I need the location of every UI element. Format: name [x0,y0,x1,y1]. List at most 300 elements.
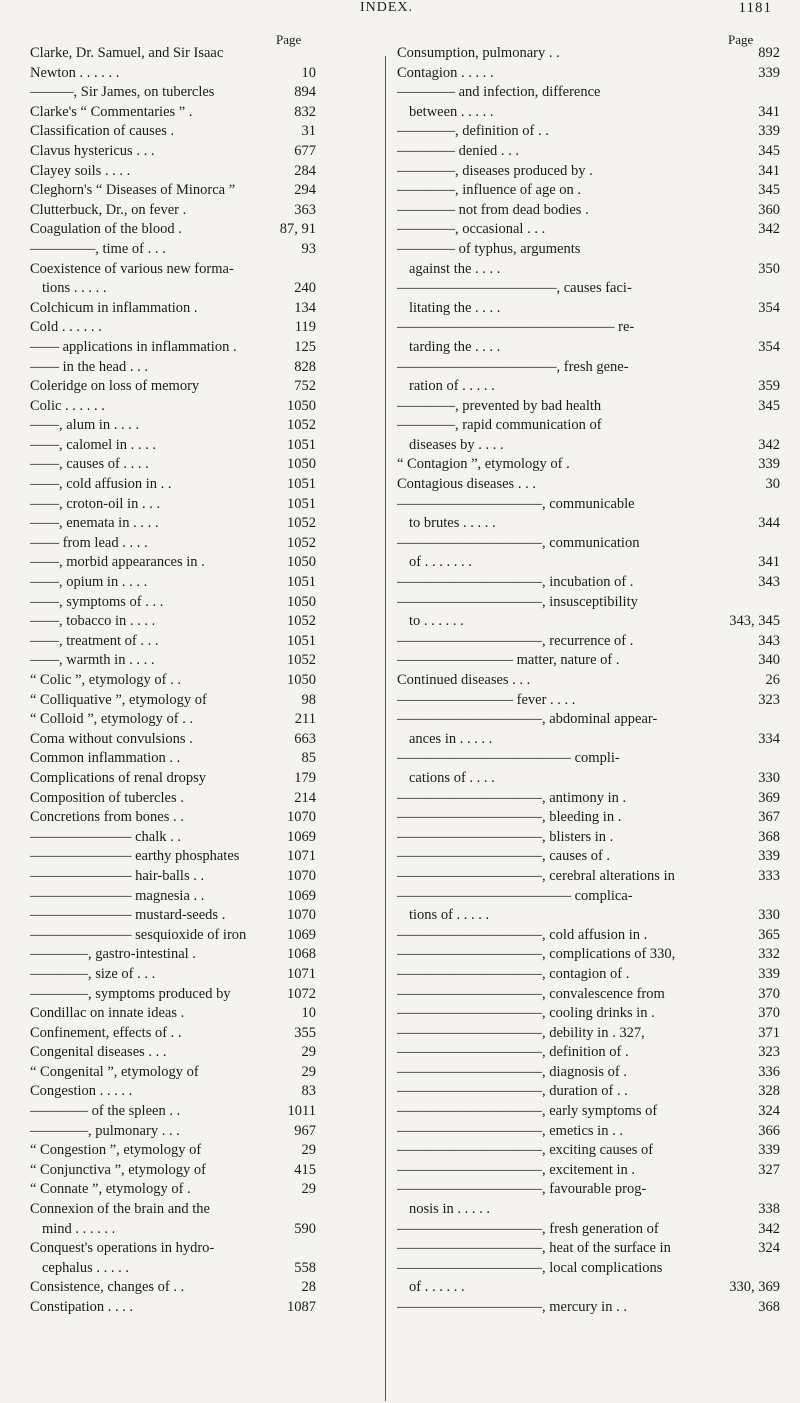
index-entry [397,358,780,378]
index-entry-text: ——————— magnesia . . [30,887,205,904]
index-entry-page: 1051 [287,632,316,649]
index-entry [397,201,780,221]
index-entry-page: 1070 [287,867,316,884]
index-entry-text: Classification of causes . [30,123,175,140]
index-entry-page: 558 [294,1259,316,1276]
index-entry [397,142,780,162]
index-entry-page: 323 [758,691,780,708]
index-entry-text: —— in the head . . . [30,358,148,375]
index-entry-page: 1050 [287,554,316,571]
index-entry [30,808,316,828]
index-entry [397,1298,780,1318]
index-entry [30,789,316,809]
index-entry-page: 345 [758,397,780,414]
index-entry [30,769,316,789]
right-index-column [397,44,780,1318]
index-entry [397,318,780,338]
index-entry [397,240,780,260]
index-entry [397,710,780,730]
index-entry [30,749,316,769]
index-entry-page: 284 [294,162,316,179]
index-entry-page: 294 [294,182,316,199]
index-entry-text: ————, rapid communication of [397,417,602,434]
index-entry [30,377,316,397]
index-entry-text: ——————————, abdominal appear- [397,711,658,728]
index-entry-text: ——————— mustard-seeds . [30,907,226,924]
index-entry-page: 339 [758,1142,780,1159]
index-entry-page: 1072 [287,985,316,1002]
index-entry-page: 590 [294,1220,316,1237]
index-entry [30,142,316,162]
index-entry [397,377,780,397]
index-entry [397,534,780,554]
index-entry-text: ——————————, diagnosis of . [397,1063,627,1080]
index-entry-page: 345 [758,182,780,199]
index-entry [30,514,316,534]
index-entry [397,1043,780,1063]
index-entry [30,1122,316,1142]
index-entry [397,122,780,142]
index-entry [397,867,780,887]
index-entry-text: ———————————— complica- [397,887,633,904]
index-entry-page: 83 [301,1083,316,1100]
index-entry-page: 30 [765,476,780,493]
index-entry-page: 26 [765,672,780,688]
index-entry-text: mind . . . . . . [42,1220,116,1237]
index-entry-page: 1069 [287,828,316,845]
index-entry-page: 1071 [287,965,316,982]
index-entry [30,1102,316,1122]
index-entry-text: ———— of the spleen . . [30,1103,181,1120]
index-entry [30,495,316,515]
index-entry [30,593,316,613]
index-entry-page: 1070 [287,809,316,826]
index-entry-page: 355 [294,1024,316,1041]
index-entry [397,671,780,691]
index-entry-page: 341 [758,554,780,571]
index-entry [397,1063,780,1083]
index-entry-text: ———— denied . . . [397,142,520,159]
index-entry-page: 752 [294,378,316,395]
index-entry-text: ——, morbid appearances in . [30,554,205,571]
index-entry-page: 179 [294,769,316,786]
index-entry-page: 214 [294,789,316,806]
index-entry [30,1004,316,1024]
index-entry-page: 134 [294,299,316,316]
index-entry-text: ——————————, contagion of . [397,965,630,982]
index-entry-text: ———— of typhus, arguments [397,240,581,257]
index-entry-page: 125 [294,338,316,355]
index-entry-text: ——————————, exciting causes of [397,1142,654,1159]
index-entry [30,416,316,436]
index-entry [30,1239,316,1259]
index-entry-text: ——, causes of . . . . [30,456,149,473]
index-entry-text: Coleridge on loss of memory [30,378,200,395]
index-entry-text: ——, calomel in . . . . [30,436,157,453]
index-entry-page: 1051 [287,476,316,493]
index-entry-page: 967 [294,1122,316,1139]
index-entry-text: Newton . . . . . . [30,64,120,81]
index-entry-text: ——, opium in . . . . [30,574,148,591]
index-entry-text: ——————————, definition of . [397,1044,629,1061]
index-entry-page: 369 [758,789,780,806]
index-entry [397,789,780,809]
index-entry-page: 1069 [287,887,316,904]
index-entry-page: 339 [758,848,780,865]
index-entry-page: 330 [758,769,780,786]
index-entry-text: —— from lead . . . . [30,534,148,551]
index-entry-text: ————, diseases produced by . [397,162,593,179]
index-entry-page: 371 [758,1024,780,1041]
index-entry [30,1200,316,1220]
index-entry-page: 339 [758,64,780,81]
index-entry-page: 350 [758,260,780,277]
index-entry-text: Conquest's operations in hydro- [30,1240,215,1257]
index-entry [397,1200,780,1220]
column-divider [385,56,386,1401]
index-entry-page: 211 [294,711,316,728]
index-entry-page: 93 [301,240,316,257]
index-entry [397,83,780,103]
index-entry-page: 354 [758,338,780,355]
index-entry-page: 370 [758,1005,780,1022]
index-entry-text: “ Colic ”, etymology of . . [30,672,182,688]
index-entry-text: ——————————, cold affusion in . [397,926,648,943]
index-entry-text: ——————————, cooling drinks in . [397,1005,655,1022]
index-entry-text: ————, pulmonary . . . [30,1122,180,1139]
index-entry-text: diseases by . . . . [409,436,504,453]
index-entry-page: 354 [758,299,780,316]
index-entry [397,769,780,789]
index-entry [30,220,316,240]
index-entry [30,867,316,887]
index-entry [397,985,780,1005]
index-entry [397,1122,780,1142]
index-entry-page: 1051 [287,495,316,512]
index-entry [30,181,316,201]
index-entry-text: ——————————, early symptoms of [397,1103,658,1120]
index-entry [397,553,780,573]
index-entry [397,749,780,769]
running-title: INDEX. [360,0,414,15]
index-entry-page: 1087 [287,1299,316,1315]
index-entry [30,1082,316,1102]
index-entry-text: ——————— chalk . . [30,828,182,845]
index-entry-text: “ Contagion ”, etymology of . [397,456,570,473]
index-entry-text: ration of . . . . . [409,378,495,395]
index-entry-text: against the . . . . [409,260,501,277]
index-entry [397,691,780,711]
index-entry [30,201,316,221]
index-entry [30,1180,316,1200]
index-entry [30,455,316,475]
index-entry-text: Clarke's “ Commentaries ” . [30,103,193,120]
index-entry-page: 240 [294,280,316,297]
index-entry [30,632,316,652]
index-entry-page: 343, 345 [729,613,780,630]
index-entry-page: 342 [758,1220,780,1237]
index-entry-text: ——————————, duration of . . [397,1083,628,1100]
index-entry [30,730,316,750]
index-entry-text: “ Congenital ”, etymology of [30,1063,199,1080]
index-entry-page: 365 [758,926,780,943]
index-entry [30,985,316,1005]
index-entry-text: Congenital diseases . . . [30,1044,167,1061]
index-entry [30,64,316,84]
index-entry-page: 367 [758,809,780,826]
index-entry [397,279,780,299]
index-entry [30,828,316,848]
index-entry-text: Coma without convulsions . [30,730,193,747]
index-entry [30,847,316,867]
index-entry [397,593,780,613]
index-entry-page: 28 [301,1279,316,1296]
index-entry [30,397,316,417]
index-entry-text: Condillac on innate ideas . [30,1005,185,1022]
index-entry-text: ——————————, incubation of . [397,574,634,591]
index-entry [30,553,316,573]
index-entry [397,945,780,965]
index-entry-page: 1011 [287,1103,316,1120]
index-entry-text: ——, croton-oil in . . . [30,495,161,512]
index-entry-text: Composition of tubercles . [30,789,184,806]
index-entry-page: 1068 [287,946,316,963]
index-entry [30,122,316,142]
index-entry-page: 368 [758,1299,780,1315]
index-entry-text: ——————————, antimony in . [397,789,627,806]
index-entry [30,965,316,985]
index-entry [30,534,316,554]
index-entry-text: Constipation . . . . [30,1299,134,1315]
index-entry [30,691,316,711]
index-entry-page: 31 [301,123,316,140]
index-entry-text: ——————————, complications of 330, [397,946,676,963]
left-page-column-label: Page [276,32,302,47]
index-entry-page: 1070 [287,907,316,924]
index-entry-page: 332 [758,946,780,963]
index-entry-page: 677 [294,142,316,159]
index-entry-text: ——, cold affusion in . . [30,476,172,493]
index-entry-text: ——————————, communication [397,534,640,551]
index-entry [397,299,780,319]
index-entry-text: “ Colloid ”, etymology of . . [30,711,194,728]
index-entry-page: 29 [301,1063,316,1080]
index-entry-text: ——————————, recurrence of . [397,632,634,649]
index-entry [30,1259,316,1279]
index-entry-text: Connexion of the brain and the [30,1201,210,1218]
index-entry-text: ances in . . . . . [409,730,493,747]
index-entry [30,1298,316,1318]
index-entry-text: ———————————, fresh gene- [397,358,629,375]
index-entry-text: Complications of renal dropsy [30,769,206,786]
index-entry-page: 1071 [287,848,316,865]
index-entry [397,514,780,534]
index-entry-page: 330 [758,907,780,924]
index-entry-page: 1052 [287,515,316,532]
index-entry-page: 892 [758,45,780,61]
index-entry [30,240,316,260]
index-entry [30,1141,316,1161]
index-entry-text: Clavus hystericus . . . [30,142,155,159]
index-entry-page: 338 [758,1201,780,1218]
index-entry [30,945,316,965]
index-entry-text: ————–, time of . . . [30,240,166,257]
index-entry-text: Contagious diseases . . . [397,476,536,493]
index-entry [30,83,316,103]
index-entry-text: ——————— earthy phosphates [30,848,240,865]
index-entry [30,318,316,338]
index-entry-text: Clarke, Dr. Samuel, and Sir Isaac [30,45,224,61]
index-entry-text: ——————————, favourable prog- [397,1181,647,1198]
index-entry-text: ——————— sesquioxide of iron [30,926,247,943]
index-entry [397,1278,780,1298]
index-entry-text: of . . . . . . . [409,554,472,571]
index-entry [397,162,780,182]
index-entry [397,181,780,201]
index-entry [397,651,780,671]
index-entry [397,260,780,280]
index-entry-text: Cold . . . . . . [30,319,102,336]
index-entry [397,397,780,417]
index-entry-text: Consumption, pulmonary . . [397,45,560,61]
index-entry-page: 339 [758,123,780,140]
index-entry-text: ————, gastro-intestinal . [30,946,196,963]
index-entry-page: 29 [301,1044,316,1061]
index-entry-page: 1051 [287,574,316,591]
index-entry-page: 98 [301,691,316,708]
index-entry-text: cations of . . . . [409,769,495,786]
index-entry-text: Clutterbuck, Dr., on fever . [30,201,187,218]
index-entry [30,1220,316,1240]
index-entry [30,44,316,64]
index-entry [30,1043,316,1063]
index-entry-page: 333 [758,867,780,884]
index-entry-text: ——————————, bleeding in . [397,809,622,826]
index-entry-page: 345 [758,142,780,159]
index-entry [397,1259,780,1279]
index-entry [397,632,780,652]
index-entry-text: Contagion . . . . . [397,64,494,81]
index-entry [397,926,780,946]
index-entry [30,906,316,926]
index-entry-page: 85 [301,750,316,767]
index-entry-text: Congestion . . . . . [30,1083,133,1100]
index-entry-page: 366 [758,1122,780,1139]
index-entry [397,436,780,456]
index-entry-text: ————, definition of . . [397,123,549,140]
index-entry-text: of . . . . . . [409,1279,465,1296]
index-entry [397,338,780,358]
index-entry-text: to brutes . . . . . [409,515,496,532]
index-entry-text: ——————————, communicable [397,495,635,512]
index-entry-text: “ Conjunctiva ”, etymology of [30,1161,206,1178]
index-entry-text: ———————————— compli- [397,750,620,767]
index-entry-page: 359 [758,378,780,395]
index-entry [397,416,780,436]
index-entry-page: 327 [758,1161,780,1178]
index-entry-page: 323 [758,1044,780,1061]
index-entry-page: 29 [301,1142,316,1159]
index-entry-text: Cleghorn's “ Diseases of Minorca ” [30,182,236,199]
index-entry [397,44,780,64]
index-entry-page: 1052 [287,417,316,434]
index-entry [30,926,316,946]
index-entry-text: Colchicum in inflammation . [30,299,198,316]
index-entry [397,1082,780,1102]
index-entry [30,1063,316,1083]
index-entry-text: ——————————, insusceptibility [397,593,638,610]
index-entry-text: Concretions from bones . . [30,809,184,826]
index-entry-page: 1050 [287,672,316,688]
index-entry-page: 415 [294,1161,316,1178]
index-entry [397,475,780,495]
index-entry [30,436,316,456]
index-entry-text: ——————————, causes of . [397,848,611,865]
index-entry-text: “ Connate ”, etymology of . [30,1181,191,1198]
index-entry-text: ——, treatment of . . . [30,632,159,649]
index-entry-text: ——————————, convalescence from [397,985,665,1002]
index-entry-page: 1052 [287,613,316,630]
index-entry-page: 832 [294,103,316,120]
index-entry [30,103,316,123]
index-entry [30,887,316,907]
index-entry-text: ——————————, local complications [397,1259,663,1276]
index-entry [30,358,316,378]
index-entry-text: ——————————, cerebral alterations in [397,867,675,884]
index-entry [397,495,780,515]
index-entry-page: 894 [294,84,316,101]
index-entry-page: 1052 [287,534,316,551]
index-entry-page: 343 [758,632,780,649]
index-entry [30,573,316,593]
index-entry-text: ————, symptoms produced by [30,985,231,1002]
index-entry-page: 336 [758,1063,780,1080]
index-entry-page: 363 [294,201,316,218]
index-entry-page: 1052 [287,652,316,669]
index-entry [397,906,780,926]
index-entry [397,1180,780,1200]
index-entry-text: ———————————, causes faci- [397,280,632,297]
index-entry [30,475,316,495]
index-entry-text: ——, alum in . . . . [30,417,140,434]
index-entry-page: 339 [758,456,780,473]
index-entry-text: ——, warmth in . . . . [30,652,155,669]
index-entry [30,279,316,299]
index-entry-page: 1050 [287,397,316,414]
index-entry-page: 339 [758,965,780,982]
index-entry [397,1024,780,1044]
index-entry-text: ————, occasional . . . [397,221,546,238]
index-entry-text: cephalus . . . . . [42,1259,129,1276]
index-entry [397,1102,780,1122]
index-entry-page: 29 [301,1181,316,1198]
index-entry-text: ——————————, mercury in . . [397,1299,627,1315]
index-entry-text: ——————— hair-balls . . [30,867,205,884]
index-entry-page: 1069 [287,926,316,943]
index-entry [397,847,780,867]
index-entry-text: ———————— matter, nature of . [397,652,620,669]
index-entry [397,64,780,84]
index-entry [397,612,780,632]
index-entry-text: ———— and infection, difference [397,84,601,101]
index-entry-page: 360 [758,201,780,218]
index-entry [30,612,316,632]
index-entry-page: 324 [758,1103,780,1120]
index-entry-page: 340 [758,652,780,669]
index-entry [30,710,316,730]
index-entry [397,1220,780,1240]
index-entry-text: to . . . . . . [409,613,464,630]
